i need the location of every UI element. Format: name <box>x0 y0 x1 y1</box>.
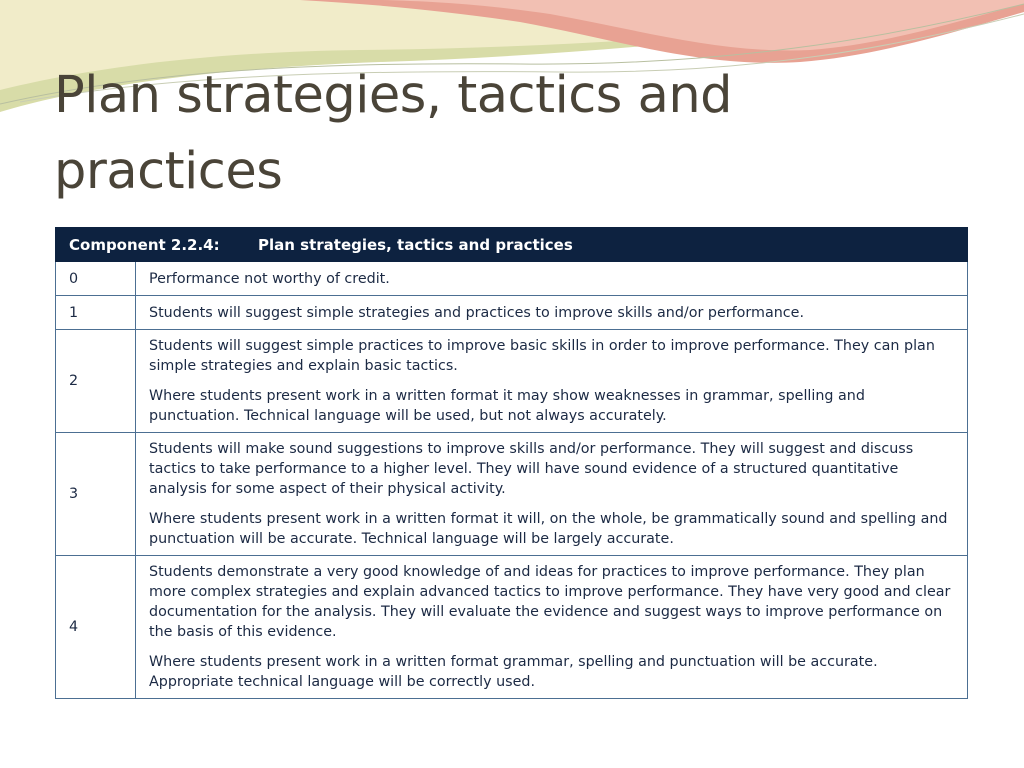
level-cell: 0 <box>56 262 136 296</box>
description-cell <box>136 330 968 433</box>
description-paragraph: Where students present work in a written format grammar, spelling and punctuation will be accurate. Appropriate technical language will be correctly used. <box>149 654 878 690</box>
description-paragraph: Students will suggest simple practices to improve basic skills in order to improve performance. They can plan simple strategies and explain basic tactics. <box>149 338 935 374</box>
level-cell: 3 <box>56 433 136 556</box>
rubric-table <box>55 227 968 699</box>
description-paragraph: Students will suggest simple strategies and practices to improve skills and/or performance. <box>149 304 805 321</box>
description-paragraph: Students will make sound suggestions to improve skills and/or performance. They will suggest and discuss tactics to take performance to a higher level. They will have sound evidence of a structured quantitative analysis for some aspect of their physical activity. <box>149 441 914 497</box>
description-cell <box>136 262 968 296</box>
component-number: Component 2.2.4: <box>69 235 220 254</box>
slide-title: Plan strategies, tactics and practices <box>54 66 733 201</box>
table-header-cell <box>56 228 968 262</box>
table-row-level-1 <box>56 296 968 330</box>
level-cell: 1 <box>56 296 136 330</box>
description-cell <box>136 556 968 699</box>
table-row-level-0 <box>56 262 968 296</box>
table-row-level-4 <box>56 556 968 699</box>
description-paragraph: Where students present work in a written format it may show weaknesses in grammar, spelling and punctuation. Technical language will be used, but not always accurately. <box>149 388 865 424</box>
component-name: Plan strategies, tactics and practices <box>258 235 573 254</box>
description-cell <box>136 296 968 330</box>
description-paragraph: Students demonstrate a very good knowledge of and ideas for practices to improve performance. They plan more complex strategies and explain advanced tactics to improve performance. They have very good and clear documentation for the analysis. They will evaluate the evidence and suggest ways to improve performance on the basis of this evidence. <box>149 564 951 640</box>
description-paragraph: Performance not worthy of credit. <box>149 270 390 287</box>
table-row-level-2 <box>56 330 968 433</box>
description-cell <box>136 433 968 556</box>
description-paragraph: Where students present work in a written format it will, on the whole, be grammatically sound and spelling and punctuation will be accurate. Technical language will be largely accurate. <box>149 511 948 547</box>
table-row-level-3 <box>56 433 968 556</box>
level-cell: 2 <box>56 330 136 433</box>
table-header-row <box>56 228 968 262</box>
level-cell: 4 <box>56 556 136 699</box>
